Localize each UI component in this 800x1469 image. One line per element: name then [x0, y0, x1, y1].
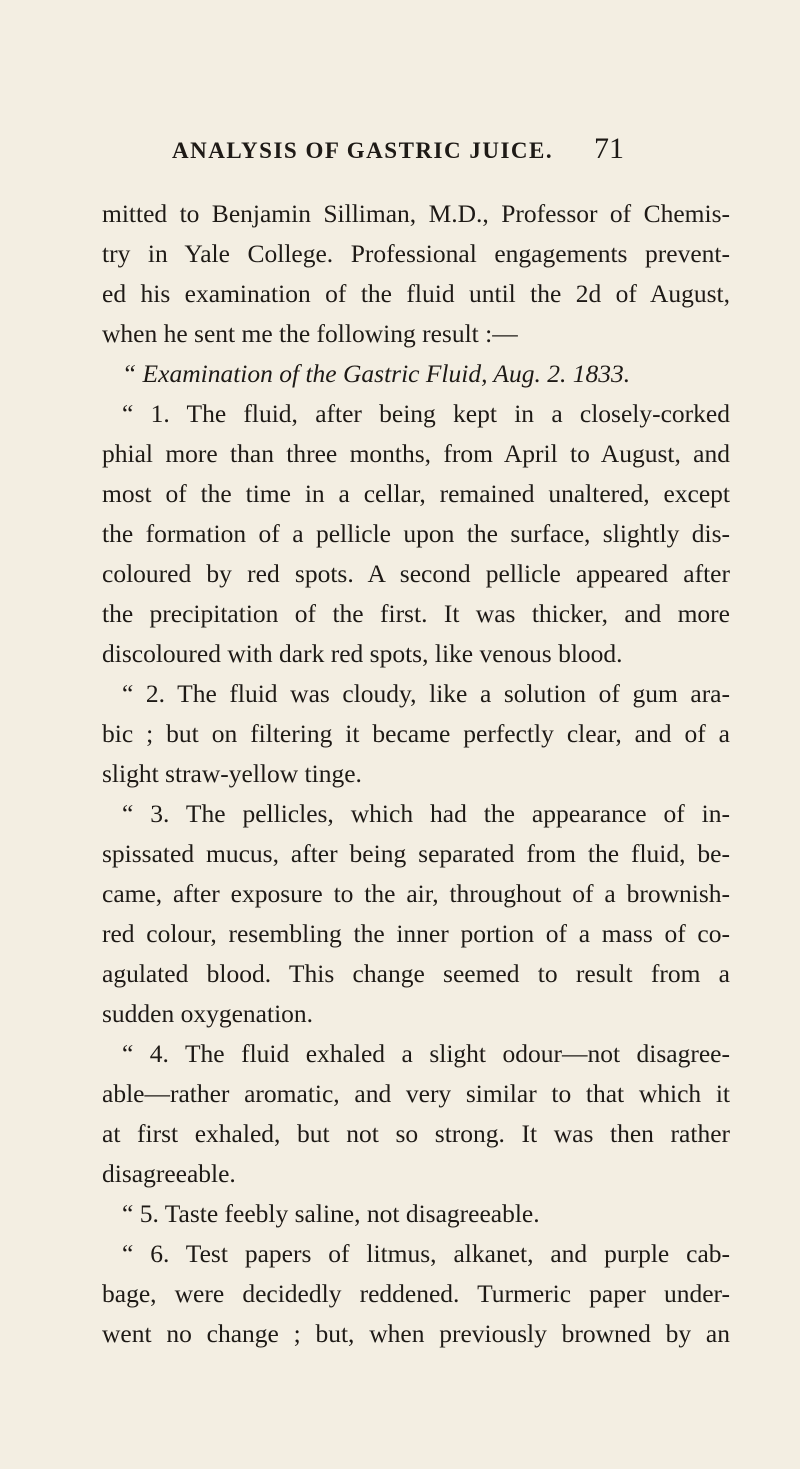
text-line: sudden oxygenation. — [102, 999, 314, 1028]
text-line: “ 6. Test papers of litmus, alkanet, and purple cab- — [122, 1239, 730, 1268]
text-line: “ 3. The pellicles, which had the appearance of in- — [122, 799, 730, 828]
text-line: mitted to Benjamin Silliman, M.D., Professor of Chemis- — [102, 199, 730, 228]
text-line: “ 4. The fluid exhaled a slight odour—not disagree- — [122, 1039, 730, 1068]
running-head — [0, 132, 800, 178]
text-line: able—rather aromatic, and very similar to that which it — [102, 1079, 730, 1108]
examination-heading: “ Examination of the Gastric Fluid, Aug. 2. 1833. — [122, 359, 631, 388]
text-line: “ 1. The fluid, after being kept in a closely-corked — [122, 399, 730, 428]
running-head-title: ANALYSIS OF GASTRIC JUICE. — [172, 138, 554, 163]
text-line: the formation of a pellicle upon the surface, slightly dis- — [102, 519, 730, 548]
text-line: came, after exposure to the air, throughout of a brownish- — [102, 879, 730, 908]
text-line: slight straw-yellow tinge. — [102, 759, 362, 788]
text-line: most of the time in a cellar, remained unaltered, except — [102, 479, 730, 508]
text-line: “ 2. The fluid was cloudy, like a solution of gum ara- — [122, 679, 730, 708]
body-text — [102, 194, 730, 1354]
text-line: at first exhaled, but not so strong. It was then rather — [102, 1119, 730, 1148]
text-line: discoloured with dark red spots, like venous blood. — [102, 639, 623, 668]
text-line: spissated mucus, after being separated from the fluid, be- — [102, 839, 730, 868]
text-line: “ 5. Taste feebly saline, not disagreeable. — [122, 1199, 540, 1228]
page-number: 71 — [594, 132, 624, 165]
text-line: went no change ; but, when previously browned by an — [102, 1319, 730, 1348]
text-line: bage, were decidedly reddened. Turmeric paper under- — [102, 1279, 730, 1308]
text-line: agulated blood. This change seemed to result from a — [102, 959, 730, 988]
text-line: try in Yale College. Professional engagements prevent- — [102, 239, 730, 268]
text-line: ed his examination of the fluid until the 2d of August, — [102, 279, 730, 308]
text-line: coloured by red spots. A second pellicle appeared after — [102, 559, 730, 588]
text-line: when he sent me the following result :— — [102, 319, 518, 348]
text-line: bic ; but on filtering it became perfectly clear, and of a — [102, 719, 730, 748]
text-line: the precipitation of the first. It was thicker, and more — [102, 599, 730, 628]
text-line: red colour, resembling the inner portion of a mass of co- — [102, 919, 730, 948]
text-line: phial more than three months, from April to August, and — [102, 439, 730, 468]
text-line: disagreeable. — [102, 1159, 236, 1188]
